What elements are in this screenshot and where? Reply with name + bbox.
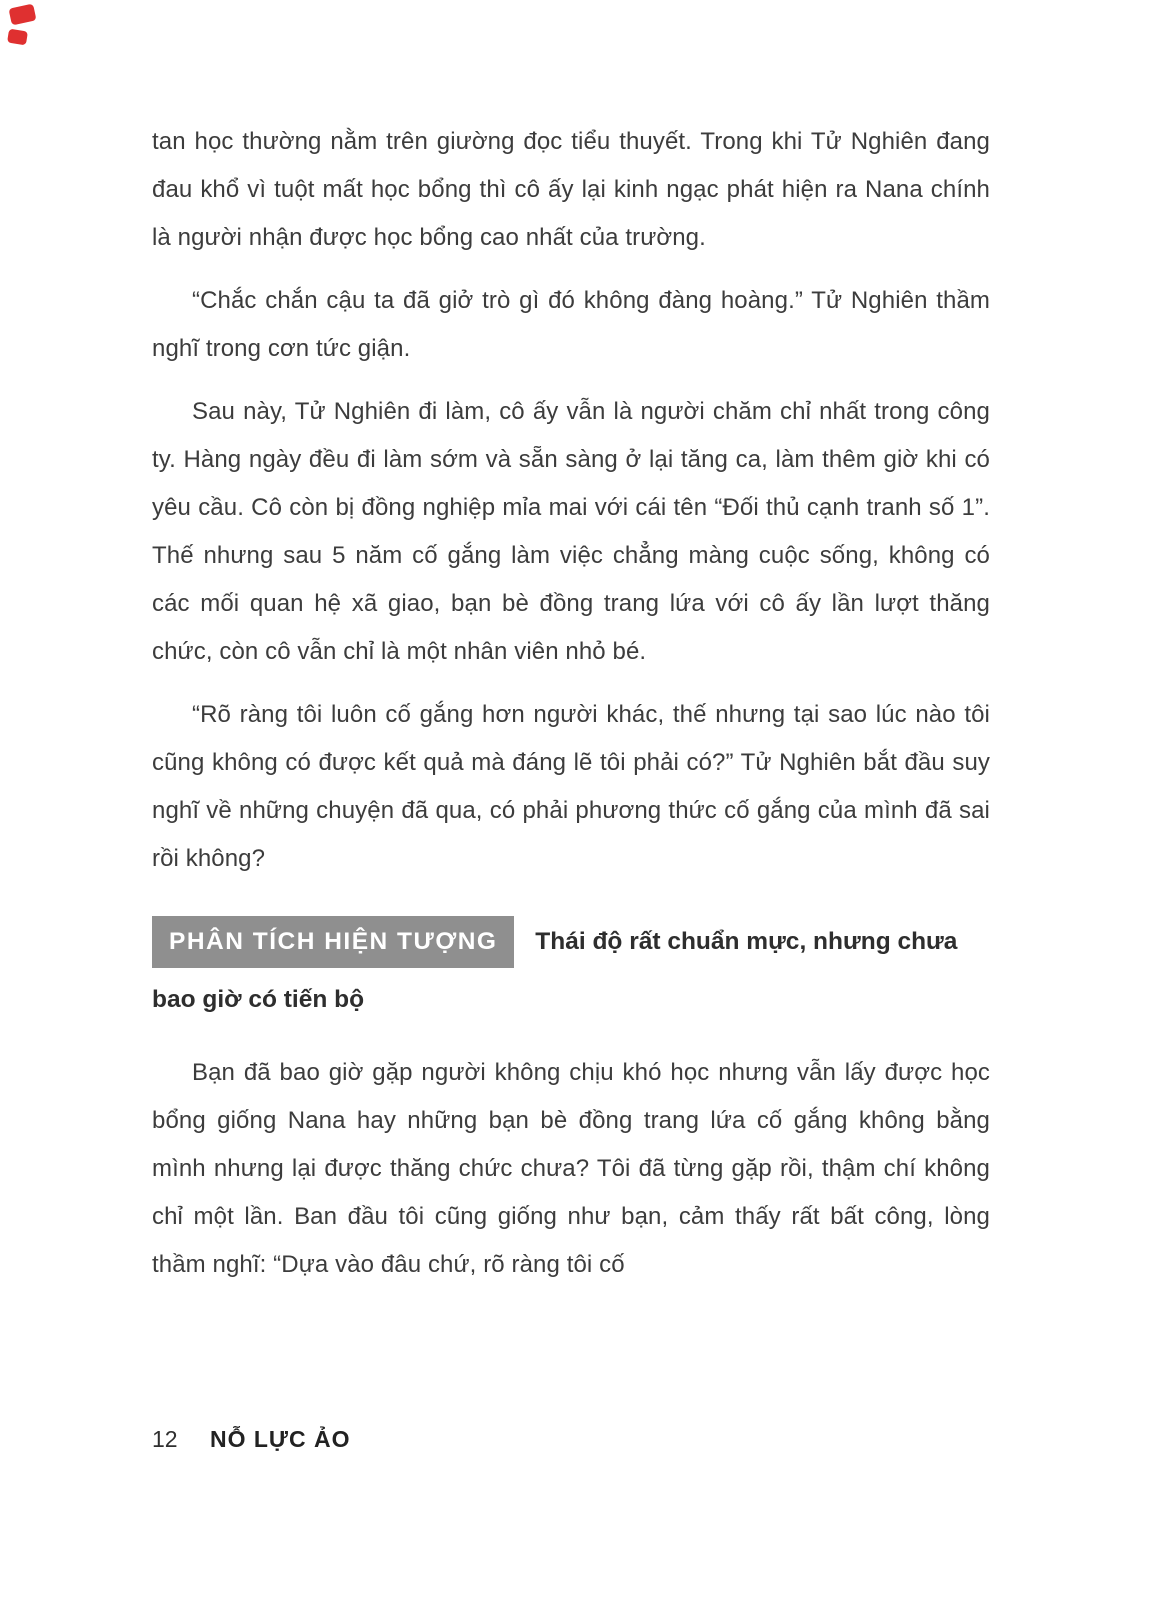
section-title: Thái độ rất chuẩn mực, nhưng chưa bao giờ có tiến bộ [152, 928, 958, 1013]
red-scan-mark [9, 4, 37, 26]
section-badge: PHÂN TÍCH HIỆN TƯỢNG [152, 916, 514, 968]
page-number: 12 [152, 1426, 178, 1452]
paragraph: “Chắc chắn cậu ta đã giở trò gì đó không đàng hoàng.” Tử Nghiên thầm nghĩ trong cơn tức giận. [152, 287, 990, 362]
red-scan-mark [7, 29, 28, 46]
book-title: NỖ LỰC ẢO [209, 1426, 351, 1452]
section-heading [152, 913, 990, 1029]
page-footer [152, 1426, 351, 1453]
paragraph: Bạn đã bao giờ gặp người không chịu khó học nhưng vẫn lấy được học bổng giống Nana hay những bạn bè đồng trang lứa cố gắng không bằng mình nhưng lại được thăng chức chưa? Tôi đã từng gặp rồi, thậm chí không chỉ một lần. Ban đầu tôi cũng giống như bạn, cảm thấy rất bất công, lòng thầm nghĩ: “Dựa vào đâu chứ, rõ ràng tôi cố [152, 1059, 990, 1278]
paragraph: Sau này, Tử Nghiên đi làm, cô ấy vẫn là người chăm chỉ nhất trong công ty. Hàng ngày đều đi làm sớm và sẵn sàng ở lại tăng ca, làm thêm giờ khi có yêu cầu. Cô còn bị đồng nghiệp mỉa mai với cái tên “Đối thủ cạnh tranh số 1”. Thế nhưng sau 5 năm cố gắng làm việc chẳng màng cuộc sống, không có các mối quan hệ xã giao, bạn bè đồng trang lứa với cô ấy lần lượt thăng chức, còn cô vẫn chỉ là một nhân viên nhỏ bé. [152, 398, 990, 665]
paragraph: “Rõ ràng tôi luôn cố gắng hơn người khác, thế nhưng tại sao lúc nào tôi cũng không có được kết quả mà đáng lẽ tôi phải có?” Tử Nghiên bắt đầu suy nghĩ về những chuyện đã qua, có phải phương thức cố gắng của mình đã sai rồi không? [152, 701, 990, 872]
paragraph: tan học thường nằm trên giường đọc tiểu thuyết. Trong khi Tử Nghiên đang đau khổ vì tuột mất học bổng thì cô ấy lại kinh ngạc phát hiện ra Nana chính là người nhận được học bổng cao nhất của trường. [152, 128, 990, 251]
